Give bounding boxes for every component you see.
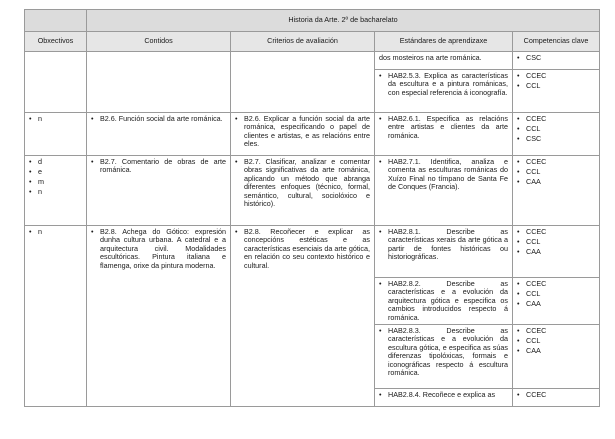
- curriculum-table: [24, 9, 600, 407]
- contido-text: • B2.8. Achega do Gótico: expresión dunha cultura urbana. A catedral e a arquitectura civil. Modalidades escultóricas. Pintura italiana e flamenga, orixe da pintura moderna.: [91, 228, 226, 270]
- criterio-text: • B2.8. Recoñecer e explicar as concepcións estéticas e as características esenciais da arte gótica, en relación co seu contexto histórico e cultural.: [235, 228, 370, 270]
- estandar-cell: [375, 278, 513, 325]
- estandar-cell: [375, 113, 513, 156]
- competencias-cell: [513, 278, 600, 325]
- estandar-text: • HAB2.8.2. Describe as características e a evolución da arquitectura gótica e especifica os cambios introducidos respecto á románica.: [379, 280, 508, 322]
- competencia-item: • CCL: [517, 168, 595, 176]
- table-row: [25, 156, 600, 226]
- competencia-item: • CAA: [517, 248, 595, 256]
- competencia-item: • CCEC: [517, 280, 595, 288]
- criterio-text: • B2.6. Explicar a función social da arte románica, especificando o papel de clientes e artistas, e as relacións entre eles.: [235, 115, 370, 149]
- obxectivo-item: • d: [29, 158, 82, 166]
- contidos-cell: [87, 156, 231, 226]
- competencias-cell: [513, 113, 600, 156]
- table-row: [25, 113, 600, 156]
- competencia-item: • CCEC: [517, 391, 595, 399]
- competencia-item: • CAA: [517, 300, 595, 308]
- competencia-item: • CCEC: [517, 228, 595, 236]
- table-title: Historia da Arte. 2º de bacharelato: [87, 10, 600, 32]
- estandar-text: • HAB2.7.1. Identifica, analiza e comenta as esculturas románicas do Xuízo Final no tímpano de Santa Fe de Conques (Francia).: [379, 158, 508, 192]
- estandar-cell: [375, 226, 513, 278]
- table-row: [25, 52, 600, 70]
- estandar-cell: [375, 389, 513, 407]
- obxectivos-cell: [25, 52, 87, 113]
- column-header-criterios: Criterios de avaliación: [231, 32, 375, 52]
- criterios-cell: [231, 156, 375, 226]
- estandar-text: • HAB2.8.4. Recoñece e explica as: [379, 391, 508, 399]
- column-header-contidos: Contidos: [87, 32, 231, 52]
- criterios-cell: [231, 52, 375, 113]
- contidos-cell: [87, 113, 231, 156]
- obxectivos-cell: [25, 156, 87, 226]
- obxectivos-cell: [25, 226, 87, 407]
- competencia-item: • CCEC: [517, 327, 595, 335]
- obxectivo-item: • m: [29, 178, 82, 186]
- obxectivo-item: • n: [29, 188, 82, 196]
- table-row: [25, 226, 600, 278]
- column-header-obxectivos: Obxectivos: [25, 32, 87, 52]
- criterio-text: • B2.7. Clasificar, analizar e comentar obras significativas da arte románica, aplicando un método que abranga diferentes enfoques (técnico, formal, semántico, cultural, sociolóxico e histórico).: [235, 158, 370, 208]
- estandar-text: • HAB2.6.1. Especifica as relacións entre artistas e clientes da arte románica.: [379, 115, 508, 140]
- competencia-item: • CCEC: [517, 115, 595, 123]
- obxectivos-cell: [25, 113, 87, 156]
- competencia-item: • CAA: [517, 178, 595, 186]
- competencia-item: • CAA: [517, 347, 595, 355]
- estandar-cell: [375, 70, 513, 113]
- column-header-competencias: Competencias clave: [513, 32, 600, 52]
- competencias-cell: [513, 156, 600, 226]
- estandar-text: • HAB2.8.1. Describe as características xerais da arte gótica a partir de fontes históricas ou historiográficas.: [379, 228, 508, 262]
- estandar-text: • HAB2.8.3. Describe as características e a evolución da escultura gótica, e especifica as súas diferenzas tipolóxicas, formais e iconográficas respecto á escultura románica.: [379, 327, 508, 377]
- column-header-estandares: Estándares de aprendizaxe: [375, 32, 513, 52]
- obxectivo-item: • n: [29, 115, 82, 123]
- competencias-cell: [513, 226, 600, 278]
- column-header-row: [25, 32, 600, 52]
- contidos-cell: [87, 226, 231, 407]
- contidos-cell: [87, 52, 231, 113]
- title-row: [25, 10, 600, 32]
- estandar-text: dos mosteiros na arte románica.: [379, 53, 482, 62]
- competencia-item: • CSC: [517, 54, 595, 62]
- competencias-cell: [513, 325, 600, 389]
- competencia-item: • CCL: [517, 290, 595, 298]
- estandar-cell: [375, 156, 513, 226]
- criterios-cell: [231, 226, 375, 407]
- title-blank-cell: [25, 10, 87, 32]
- competencia-item: • CCEC: [517, 72, 595, 80]
- competencia-item: • CCL: [517, 125, 595, 133]
- competencia-item: • CCEC: [517, 158, 595, 166]
- competencias-cell: [513, 52, 600, 70]
- competencia-item: • CSC: [517, 135, 595, 143]
- obxectivo-item: • e: [29, 168, 82, 176]
- competencias-cell: [513, 389, 600, 407]
- competencia-item: • CCL: [517, 82, 595, 90]
- competencia-item: • CCL: [517, 337, 595, 345]
- contido-text: • B2.7. Comentario de obras de arte románica.: [91, 158, 226, 175]
- estandar-text: • HAB2.5.3. Explica as características da escultura e a pintura románicas, con especial referencia á iconografía.: [379, 72, 508, 97]
- estandar-cell: [375, 325, 513, 389]
- obxectivo-item: • n: [29, 228, 82, 236]
- criterios-cell: [231, 113, 375, 156]
- competencias-cell: [513, 70, 600, 113]
- competencia-item: • CCL: [517, 238, 595, 246]
- contido-text: • B2.6. Función social da arte románica.: [91, 115, 226, 123]
- estandar-cell: [375, 52, 513, 70]
